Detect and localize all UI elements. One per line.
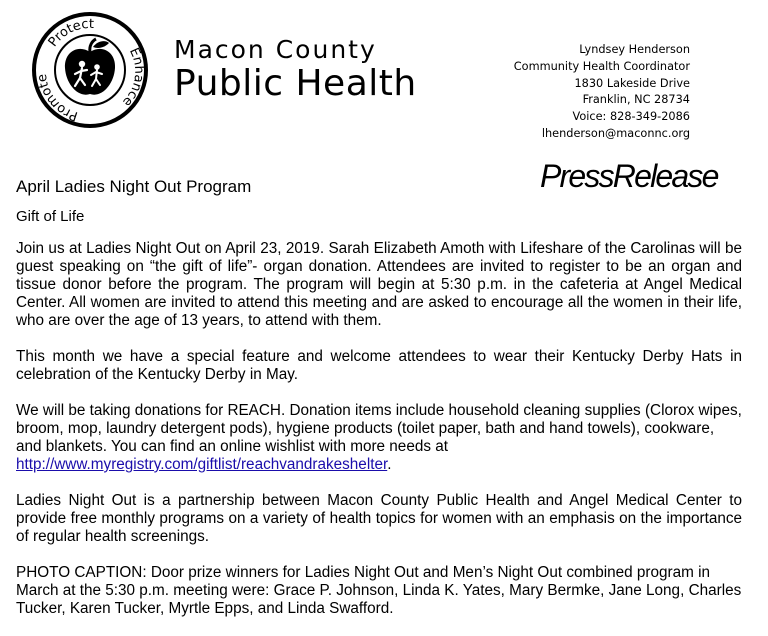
- logo-ring-word-3: Promote: [34, 73, 80, 124]
- svg-text:Protect: [46, 17, 94, 50]
- contact-name: Lyndsey Henderson: [579, 43, 690, 56]
- paragraph-photo-caption: PHOTO CAPTION: Door prize winners for Ladies Night Out and Men’s Night Out combined program in March at the 5:30 p.m. meeting were: Grace P. Johnson, Linda K. Yates, Mary Bermke, Jane Long, Charles Tucker, Karen Tucker, Myrtle Epps, and Linda Swafford.: [16, 564, 742, 617]
- contact-city: Franklin, NC 28734: [582, 93, 690, 107]
- donations-text: We will be taking donations for REACH. Donation items include household cleaning supplies (Clorox wipes, broom, mop, laundry detergent pods), hygiene products (toilet paper, bath and hand towels), cookware, and blankets. You can find an online wishlist with more needs at: [16, 402, 742, 455]
- org-name-line2: Public Health: [174, 63, 417, 104]
- org-name-line1: Macon County: [174, 35, 377, 64]
- contact-phone: Voice: 828-349-2086: [572, 110, 690, 124]
- donations-period: .: [387, 456, 392, 473]
- contact-email: lhenderson@maconnc.org: [541, 126, 690, 140]
- logo-seal-icon: [30, 10, 150, 130]
- contact-street: 1830 Lakeside Drive: [574, 76, 690, 90]
- wishlist-link[interactable]: http://www.myregistry.com/giftlist/reachvandrakeshelter: [16, 456, 388, 473]
- contact-block: [514, 42, 690, 143]
- organization-name: [174, 36, 417, 104]
- contact-role: Community Health Coordinator: [513, 59, 690, 73]
- macon-county-public-health-logo: [30, 10, 150, 130]
- logo-ring-word-2: Enhance: [119, 45, 147, 110]
- article-title: April Ladies Night Out Program: [16, 177, 252, 196]
- paragraph-donations: [16, 402, 742, 474]
- press-release-label: PressRelease: [540, 158, 718, 194]
- article-subtitle: Gift of Life: [16, 208, 85, 225]
- paragraph-event: Join us at Ladies Night Out on April 23, 2019. Sarah Elizabeth Amoth with Lifeshare of the Carolinas will be guest speaking on “the gift of life”- organ donation. Attendees are invited to register to be an organ and tissue donor before the program. The program will begin at 5:30 p.m. in the cafeteria at Angel Medical Center. All women are invited to attend this meeting and are asked to encourage all the women in their life, who are over the age of 13 years, to attend with them.: [16, 240, 742, 329]
- paragraph-derby: This month we have a special feature and welcome attendees to wear their Kentucky Derby Hats in celebration of the Kentucky Derby in May.: [16, 348, 742, 383]
- paragraph-partnership: Ladies Night Out is a partnership between Macon County Public Health and Angel Medical Center to provide free monthly programs on a variety of health topics for women with an emphasis on the importance of regular health screenings.: [16, 492, 742, 545]
- article-body: [16, 240, 742, 636]
- logo-ring-word-1: Protect: [45, 16, 95, 50]
